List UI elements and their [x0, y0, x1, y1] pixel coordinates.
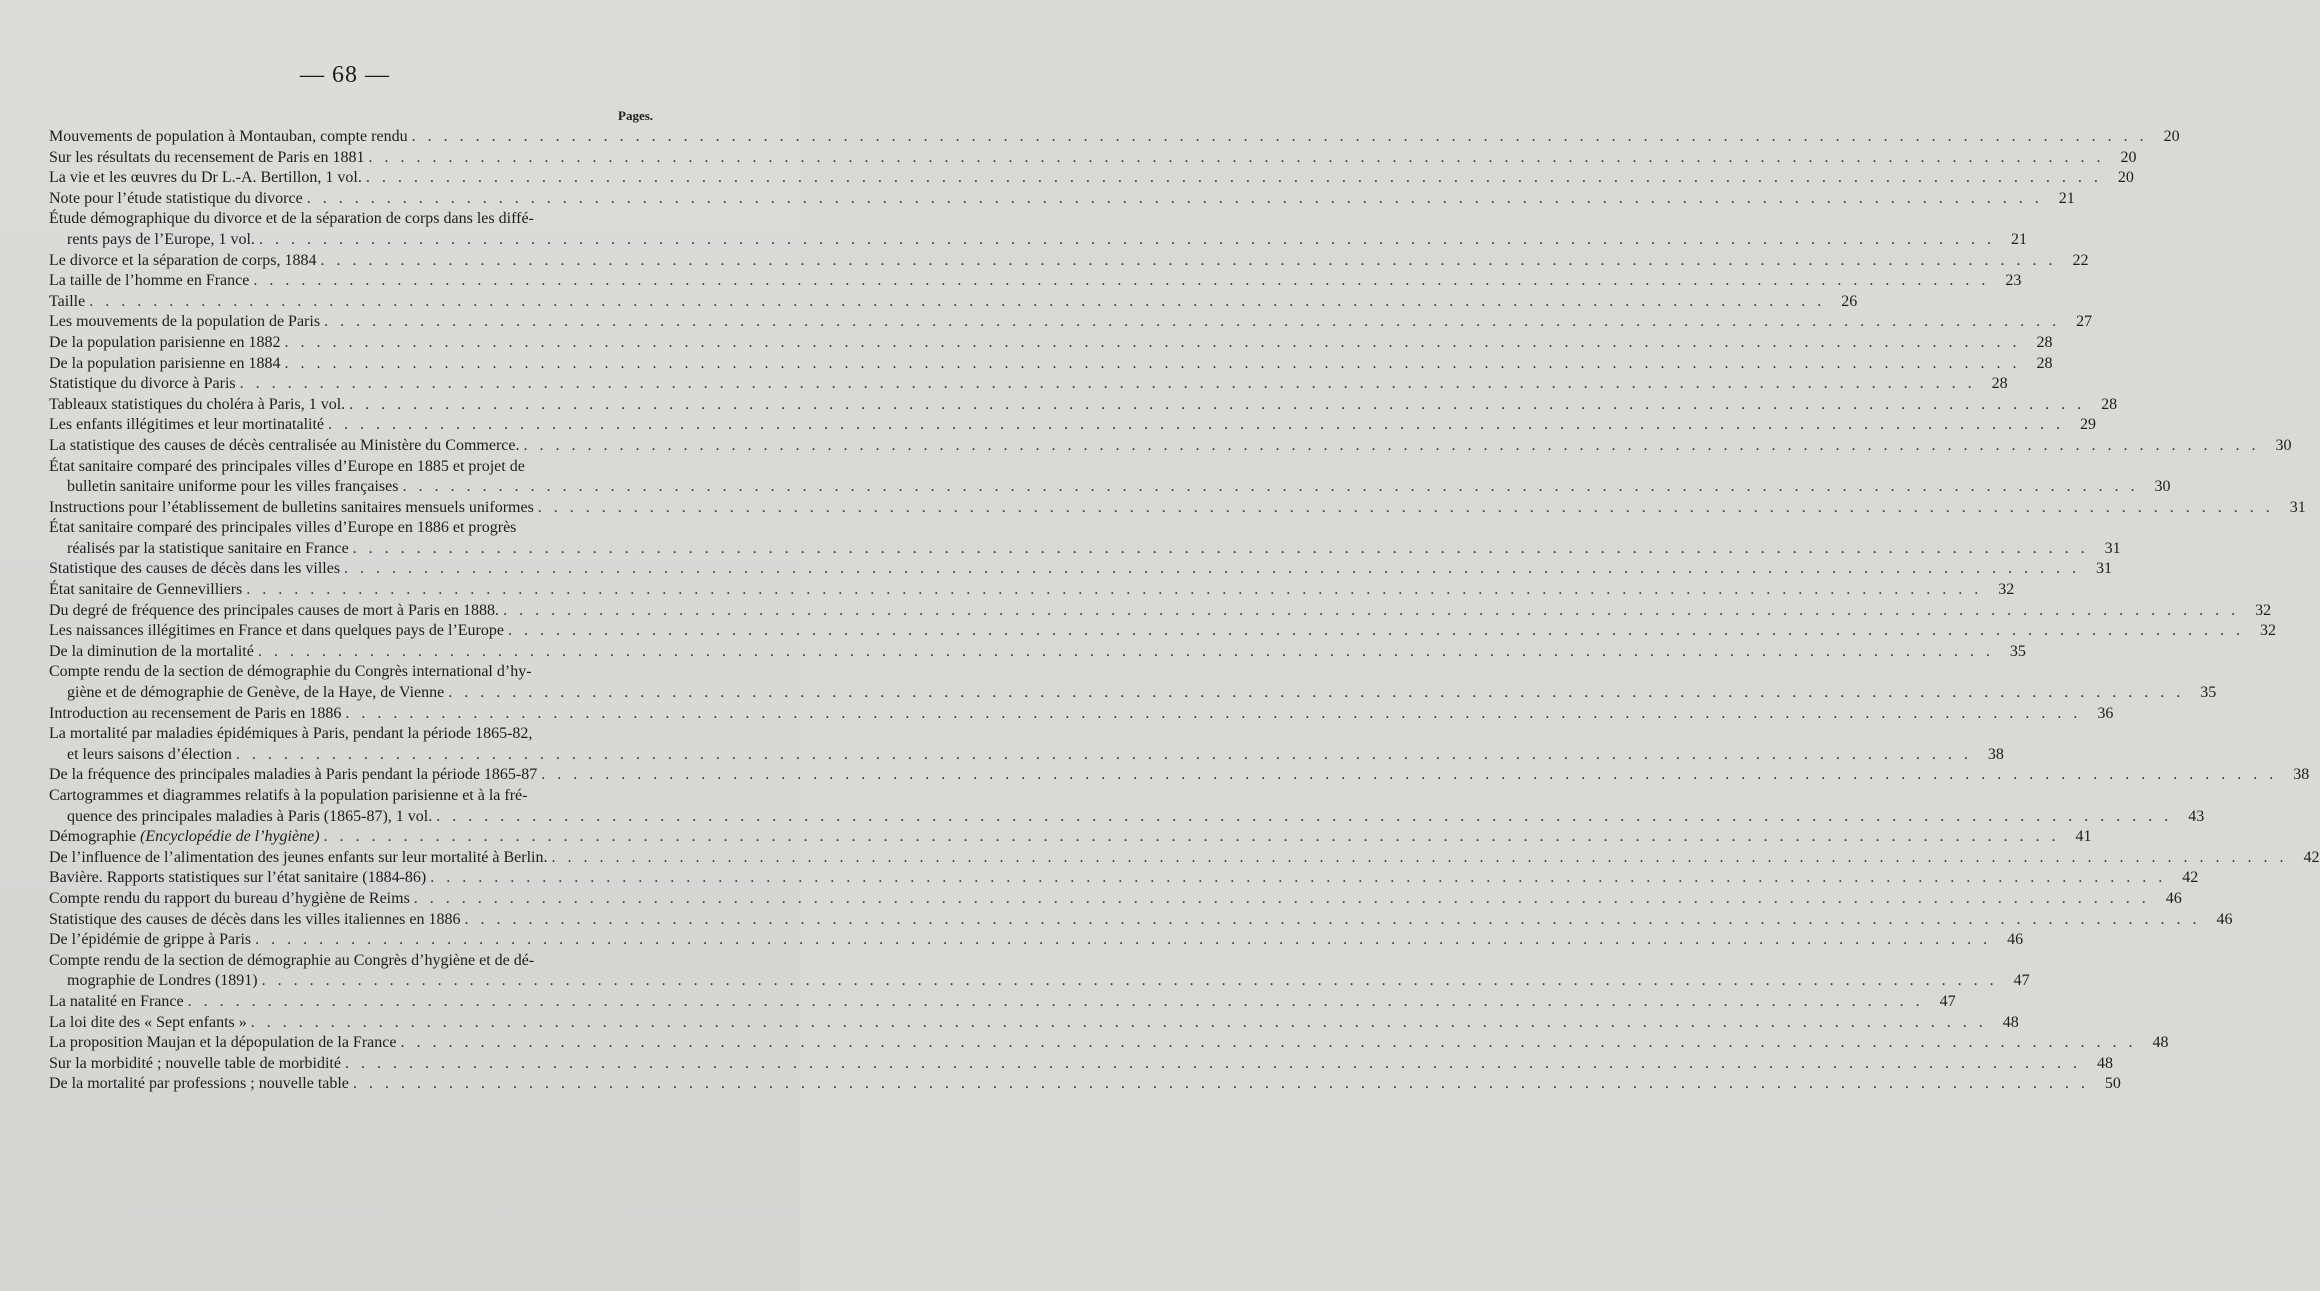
dot-leader: [328, 415, 2064, 436]
toc-entry-title: De la mortalité par professions ; nouvelle table: [49, 1075, 349, 1093]
toc-entry: [49, 848, 2320, 869]
dot-leader: [524, 436, 2260, 457]
toc-entry-page-number: 32: [2255, 601, 2272, 619]
dot-leader: [307, 189, 2043, 210]
toc-entry: [49, 148, 2137, 169]
toc-entry-page-number: 43: [2188, 807, 2205, 825]
toc-entry-page-number: 20: [2163, 128, 2180, 145]
toc-entry-title: Sur la morbidité ; nouvelle table de morbidité: [49, 1054, 341, 1072]
toc-entry-title: Statistique des causes de décès dans les villes italiennes en 1886: [49, 910, 461, 928]
dot-leader: [324, 312, 2060, 333]
toc-entry: [49, 1013, 2019, 1034]
toc-entry-page-number: 23: [2005, 272, 2022, 290]
toc-entry: [49, 580, 2015, 601]
toc-entry: [49, 930, 2024, 951]
toc-entry: [49, 333, 2053, 354]
toc-entry-page-number: 48: [2096, 1054, 2113, 1072]
toc-entry-page-number: 38: [2293, 766, 2310, 784]
toc-entry-title: Statistique des causes de décès dans les villes: [49, 560, 341, 578]
toc-entry: [49, 745, 2004, 766]
toc-entry-page-number: 20: [2120, 148, 2137, 166]
toc-entry: [49, 189, 2075, 210]
toc-entry: [49, 436, 2292, 457]
dot-leader: [188, 992, 1924, 1013]
toc-entry-title: mographie de Londres (1891): [67, 972, 258, 990]
toc-entry-title: État sanitaire de Gennevilliers: [49, 581, 243, 599]
toc-entry-page-number: 35: [2009, 642, 2026, 660]
dot-leader: [412, 127, 2148, 148]
toc-entry-first-line: État sanitaire comparé des principales villes d’Europe en 1885 et projet de: [49, 457, 525, 475]
toc-entry-title-italic: (Encyclopédie de l’hygiène): [140, 828, 320, 846]
toc-entry: [49, 251, 2089, 272]
toc-entry-title: rents pays de l’Europe, 1 vol.: [67, 230, 255, 248]
toc-entry-title: De l’influence de l’alimentation des jeunes enfants sur leur mortalité à Berlin.: [49, 848, 548, 866]
toc-entry-first-line: La mortalité par maladies épidémiques à Paris, pendant la période 1865-82,: [49, 725, 533, 743]
dot-leader: [251, 1013, 1987, 1034]
toc-entry: [49, 271, 2022, 292]
toc-entry-title: Sur les résultats du recensement de Paris en 1881: [49, 148, 365, 166]
dot-leader: [538, 498, 2274, 519]
toc-entry-page-number: 32: [2259, 622, 2276, 640]
toc-entry-page-number: 21: [2058, 189, 2075, 207]
toc-entry-page-number: 31: [2104, 539, 2121, 557]
dot-leader: [324, 827, 2060, 848]
dot-leader: [285, 333, 2021, 354]
dot-leader: [259, 230, 1995, 251]
dot-leader: [366, 168, 2102, 189]
toc-entry-page-number: 30: [2275, 436, 2292, 454]
toc-entry-first-line: État sanitaire comparé des principales villes d’Europe en 1886 et progrès: [49, 519, 517, 537]
dot-leader: [349, 395, 2085, 416]
toc-entry-title: quence des principales maladies à Paris (1865-87), 1 vol.: [67, 807, 433, 825]
toc-entry-title: La taille de l’homme en France: [49, 272, 250, 290]
toc-entry-title: La loi dite des « Sept enfants »: [49, 1013, 247, 1031]
toc-entry-page-number: 29: [2080, 416, 2097, 434]
dot-leader: [508, 621, 2244, 642]
dot-leader: [503, 601, 2239, 622]
toc-entry-first-line: Cartogrammes et diagrammes relatifs à la population parisienne et à la fré-: [49, 787, 528, 804]
toc-entry-first-line: Compte rendu de la section de démographie au Congrès d’hygiène et de dé-: [49, 951, 535, 969]
dot-leader: [246, 580, 1982, 601]
toc-entry-title: réalisés par la statistique sanitaire en France: [67, 539, 349, 557]
toc-entry: [49, 1054, 2113, 1075]
toc-entry-title: Bavière. Rapports statistiques sur l’état sanitaire (1884-86): [49, 869, 427, 887]
dot-leader: [368, 148, 2104, 169]
toc-entry-page-number: 28: [2036, 333, 2053, 351]
toc-entry-page-number: 20: [2117, 169, 2134, 187]
toc-entry-page-number: 21: [2010, 230, 2027, 248]
toc-entry-title: Démographie (Encyclopédie de l’hygiène): [49, 828, 320, 846]
dot-leader: [344, 559, 2080, 580]
toc-entry: [49, 374, 2008, 395]
toc-entry: [49, 621, 2276, 642]
toc-entry-page-number: 46: [2007, 931, 2024, 949]
dot-leader: [240, 374, 1976, 395]
toc-entry-page-number: 41: [2075, 828, 2092, 846]
toc-entry-page-number: 42: [2303, 848, 2320, 866]
dot-leader: [345, 1054, 2081, 1075]
toc-entry: [49, 395, 2118, 416]
toc-entry: [49, 539, 2121, 560]
toc-entry: [49, 827, 2092, 848]
toc-entry: [49, 683, 2217, 704]
toc-entry: [49, 992, 1956, 1013]
toc-entry: [49, 704, 2114, 725]
dot-leader: [253, 271, 1989, 292]
toc-entry-first-line: Étude démographique du divorce et de la séparation de corps dans les diffé-: [49, 210, 534, 228]
dot-leader: [448, 683, 2184, 704]
dot-leader: [464, 910, 2200, 931]
toc-entry-title: Les mouvements de la population de Paris: [49, 313, 321, 331]
toc-entry: [49, 807, 2205, 828]
toc-entry-title: Statistique du divorce à Paris: [49, 375, 236, 393]
toc-entry: [49, 559, 2113, 580]
toc-entry-title: bulletin sanitaire uniforme pour les villes françaises: [67, 478, 399, 496]
dot-leader: [414, 889, 2150, 910]
toc-entry-first-line: Compte rendu de la section de démographie du Congrès international d’hy-: [49, 663, 532, 681]
toc-entry-title: Introduction au recensement de Paris en 1886: [49, 704, 342, 722]
toc-entry-page-number: 28: [1991, 375, 2008, 393]
toc-entry: [49, 910, 2233, 931]
toc-entry-title: Mouvements de population à Montauban, compte rendu: [49, 128, 408, 145]
toc-entry-page-number: 28: [2101, 395, 2118, 413]
toc-entry-page-number: 31: [2289, 498, 2306, 516]
toc-entry: [49, 354, 2053, 375]
dot-leader: [89, 292, 1825, 313]
toc-entry-page-number: 22: [2072, 251, 2089, 269]
dot-leader: [258, 642, 1994, 663]
dot-leader: [255, 930, 1991, 951]
toc-entry: [49, 230, 2027, 251]
toc-entry-title: giène et de démographie de Genève, de la Haye, de Vienne: [67, 684, 445, 702]
toc-entry-page-number: 28: [2036, 354, 2053, 372]
dot-leader: [236, 745, 1972, 766]
toc-entry-page-number: 46: [2216, 910, 2233, 928]
toc-entry-page-number: 26: [1841, 292, 1858, 310]
toc-entry-page-number: 42: [2182, 869, 2199, 887]
toc-entry-title: Instructions pour l’établissement de bulletins sanitaires mensuels uniformes: [49, 498, 534, 516]
dot-leader: [552, 848, 2288, 869]
toc-entry: [49, 127, 2180, 148]
toc-entry: [49, 312, 2093, 333]
toc-entry: [49, 477, 2171, 498]
toc-entry-title: Compte rendu du rapport du bureau d’hygiène de Reims: [49, 889, 410, 907]
toc-entry-title: De la diminution de la mortalité: [49, 642, 254, 660]
toc-entry: [49, 292, 1858, 313]
toc-entry-title: De la fréquence des principales maladies à Paris pendant la période 1865-87: [49, 766, 538, 784]
toc-entry-title: La proposition Maujan et la dépopulation de la France: [49, 1034, 397, 1052]
toc-entry-title: De l’épidémie de grippe à Paris: [49, 931, 252, 949]
dot-leader: [402, 477, 2138, 498]
toc-entry-title: De la population parisienne en 1884: [49, 354, 281, 372]
toc-entry: [49, 168, 2134, 189]
toc-entry-title: Du degré de fréquence des principales causes de mort à Paris en 1888.: [49, 601, 500, 619]
toc-entry-page-number: 38: [1987, 745, 2004, 763]
toc-entry: [49, 601, 2272, 622]
toc-entry-title: Les naissances illégitimes en France et dans quelques pays de l’Europe: [49, 622, 504, 640]
dot-leader: [353, 539, 2089, 560]
toc-entry: [49, 1074, 2121, 1095]
dot-leader: [353, 1074, 2089, 1095]
dot-leader: [436, 807, 2172, 828]
toc-entry: [49, 642, 2026, 663]
toc-entry-page-number: 30: [2154, 478, 2171, 496]
pages-column-label: Pages.: [618, 108, 654, 123]
toc-entry-page-number: 36: [2097, 704, 2114, 722]
dot-leader: [400, 1033, 2136, 1054]
toc-entry-title: Les enfants illégitimes et leur mortinatalité: [49, 416, 325, 434]
toc-entry-title: Note pour l’étude statistique du divorce: [49, 189, 303, 207]
toc-entry-title: La statistique des causes de décès centralisée au Ministère du Commerce.: [49, 436, 520, 454]
toc-entry-page-number: 35: [2200, 684, 2217, 702]
toc-entry: [49, 765, 2310, 786]
table-of-contents: [49, 127, 2320, 1095]
toc-entry-page-number: 47: [1939, 992, 1956, 1010]
page-number: — 68 —: [300, 62, 390, 88]
toc-entry-title: La vie et les œuvres du Dr L.-A. Bertillon, 1 vol.: [49, 169, 362, 187]
toc-entry: [49, 1033, 2169, 1054]
dot-leader: [262, 971, 1998, 992]
dot-leader: [285, 354, 2021, 375]
dot-leader: [430, 868, 2166, 889]
toc-entry-title: Tableaux statistiques du choléra à Paris, 1 vol.: [49, 395, 346, 413]
toc-entry-title: et leurs saisons d’élection: [67, 745, 232, 763]
toc-entry: [49, 415, 2097, 436]
toc-entry-page-number: 27: [2076, 313, 2093, 331]
toc-entry: [49, 889, 2182, 910]
toc-entry-page-number: 31: [2096, 560, 2113, 578]
toc-entry: [49, 498, 2306, 519]
toc-entry-page-number: 32: [1998, 581, 2015, 599]
toc-entry-page-number: 46: [2165, 889, 2182, 907]
toc-entry: [49, 868, 2199, 889]
dot-leader: [541, 765, 2277, 786]
toc-entry: [49, 971, 2030, 992]
dot-leader: [320, 251, 2056, 272]
toc-entry-title: De la population parisienne en 1882: [49, 333, 281, 351]
toc-entry-page-number: 48: [2152, 1034, 2169, 1052]
dot-leader: [345, 704, 2081, 725]
toc-entry-title: La natalité en France: [49, 992, 184, 1010]
toc-entry-page-number: 48: [2002, 1013, 2019, 1031]
toc-entry-title: Taille: [49, 292, 86, 310]
toc-entry-page-number: 50: [2104, 1075, 2121, 1093]
toc-entry-title: Le divorce et la séparation de corps, 1884: [49, 251, 317, 269]
toc-entry-page-number: 47: [2013, 972, 2030, 990]
